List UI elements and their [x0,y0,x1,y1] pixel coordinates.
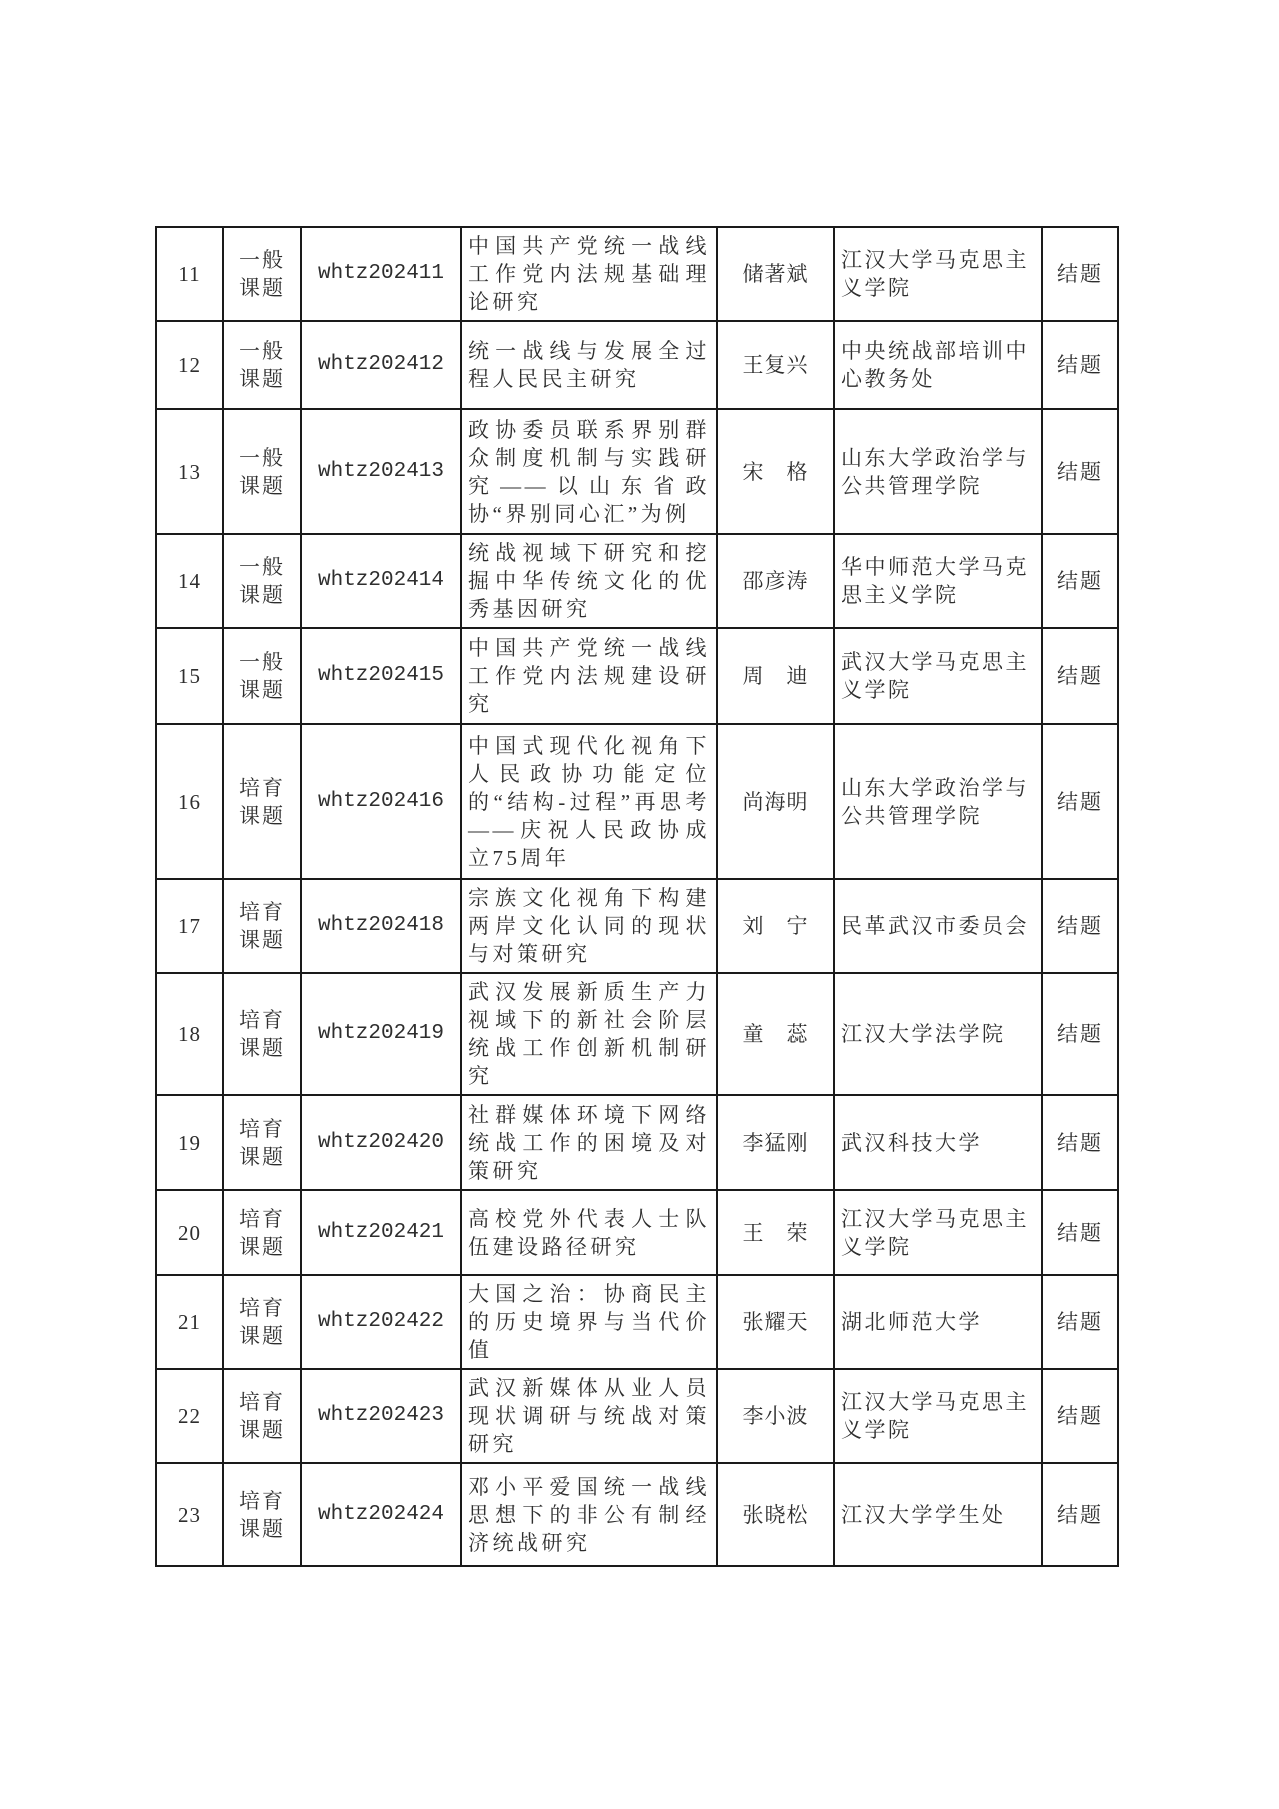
project-institution-cell: 江汉大学马克思主义学院 [834,1369,1042,1463]
project-code-cell: whtz202413 [301,409,461,534]
project-title-cell: 社群媒体环境下网络统战工作的困境及对策研究 [461,1095,717,1190]
table-row [156,1463,1118,1566]
project-institution-cell: 湖北师范大学 [834,1275,1042,1369]
project-title-cell: 中国式现代化视角下人民政协功能定位的“结构-过程”再思考——庆祝人民政协成立75周年 [461,724,717,879]
row-number-cell: 14 [156,534,223,628]
project-category-cell: 培育课题 [223,1190,301,1275]
table-row [156,1275,1118,1369]
row-number-cell: 13 [156,409,223,534]
project-leader-cell: 张晓松 [717,1463,834,1566]
project-leader-cell: 宋 格 [717,409,834,534]
project-status-cell: 结题 [1042,879,1118,973]
project-category-cell: 培育课题 [223,879,301,973]
project-category-cell: 培育课题 [223,1275,301,1369]
project-institution-cell: 江汉大学马克思主义学院 [834,1190,1042,1275]
project-category-cell: 培育课题 [223,973,301,1095]
project-institution-cell: 山东大学政治学与公共管理学院 [834,724,1042,879]
table-row [156,879,1118,973]
project-code-cell: whtz202424 [301,1463,461,1566]
project-status-cell: 结题 [1042,1190,1118,1275]
project-status-cell: 结题 [1042,1463,1118,1566]
project-title-cell: 中国共产党统一战线工作党内法规基础理论研究 [461,227,717,321]
row-number-cell: 23 [156,1463,223,1566]
project-institution-cell: 江汉大学法学院 [834,973,1042,1095]
row-number-cell: 22 [156,1369,223,1463]
project-leader-cell: 童 蕊 [717,973,834,1095]
project-status-cell: 结题 [1042,227,1118,321]
project-code-cell: whtz202412 [301,321,461,409]
table-row [156,1190,1118,1275]
project-institution-cell: 江汉大学学生处 [834,1463,1042,1566]
project-institution-cell: 武汉科技大学 [834,1095,1042,1190]
project-code-cell: whtz202423 [301,1369,461,1463]
table-row [156,973,1118,1095]
project-institution-cell: 武汉大学马克思主义学院 [834,628,1042,724]
project-status-cell: 结题 [1042,321,1118,409]
project-category-cell: 一般课题 [223,321,301,409]
project-title-cell: 统一战线与发展全过程人民民主研究 [461,321,717,409]
project-status-cell: 结题 [1042,409,1118,534]
row-number-cell: 19 [156,1095,223,1190]
project-category-cell: 培育课题 [223,724,301,879]
project-institution-cell: 中央统战部培训中心教务处 [834,321,1042,409]
project-title-cell: 大国之治：协商民主的历史境界与当代价值 [461,1275,717,1369]
project-code-cell: whtz202411 [301,227,461,321]
project-institution-cell: 山东大学政治学与公共管理学院 [834,409,1042,534]
project-category-cell: 一般课题 [223,409,301,534]
row-number-cell: 11 [156,227,223,321]
project-leader-cell: 邵彦涛 [717,534,834,628]
row-number-cell: 18 [156,973,223,1095]
table-body [156,227,1118,1566]
row-number-cell: 15 [156,628,223,724]
project-status-cell: 结题 [1042,724,1118,879]
table-row [156,1095,1118,1190]
project-institution-cell: 江汉大学马克思主义学院 [834,227,1042,321]
projects-table [155,226,1119,1567]
project-status-cell: 结题 [1042,628,1118,724]
project-title-cell: 宗族文化视角下构建两岸文化认同的现状与对策研究 [461,879,717,973]
project-code-cell: whtz202416 [301,724,461,879]
project-title-cell: 中国共产党统一战线工作党内法规建设研究 [461,628,717,724]
row-number-cell: 20 [156,1190,223,1275]
row-number-cell: 17 [156,879,223,973]
project-leader-cell: 王复兴 [717,321,834,409]
project-category-cell: 培育课题 [223,1463,301,1566]
project-category-cell: 一般课题 [223,628,301,724]
project-leader-cell: 李猛刚 [717,1095,834,1190]
project-title-cell: 邓小平爱国统一战线思想下的非公有制经济统战研究 [461,1463,717,1566]
table-row [156,1369,1118,1463]
project-leader-cell: 尚海明 [717,724,834,879]
project-code-cell: whtz202415 [301,628,461,724]
project-leader-cell: 储著斌 [717,227,834,321]
project-institution-cell: 民革武汉市委员会 [834,879,1042,973]
project-leader-cell: 刘 宁 [717,879,834,973]
project-institution-cell: 华中师范大学马克思主义学院 [834,534,1042,628]
project-leader-cell: 王 荣 [717,1190,834,1275]
project-status-cell: 结题 [1042,973,1118,1095]
table-row [156,321,1118,409]
project-code-cell: whtz202421 [301,1190,461,1275]
project-code-cell: whtz202414 [301,534,461,628]
project-status-cell: 结题 [1042,1369,1118,1463]
row-number-cell: 16 [156,724,223,879]
table-row [156,227,1118,321]
project-category-cell: 培育课题 [223,1369,301,1463]
table-row [156,409,1118,534]
project-title-cell: 武汉发展新质生产力视域下的新社会阶层统战工作创新机制研究 [461,973,717,1095]
project-title-cell: 统战视域下研究和挖掘中华传统文化的优秀基因研究 [461,534,717,628]
project-title-cell: 武汉新媒体从业人员现状调研与统战对策研究 [461,1369,717,1463]
project-code-cell: whtz202420 [301,1095,461,1190]
project-title-cell: 高校党外代表人士队伍建设路径研究 [461,1190,717,1275]
project-leader-cell: 李小波 [717,1369,834,1463]
project-leader-cell: 周 迪 [717,628,834,724]
table-row [156,628,1118,724]
project-title-cell: 政协委员联系界别群众制度机制与实践研究——以山东省政协“界别同心汇”为例 [461,409,717,534]
project-category-cell: 一般课题 [223,534,301,628]
project-status-cell: 结题 [1042,534,1118,628]
project-code-cell: whtz202418 [301,879,461,973]
row-number-cell: 21 [156,1275,223,1369]
table-row [156,534,1118,628]
project-code-cell: whtz202422 [301,1275,461,1369]
project-code-cell: whtz202419 [301,973,461,1095]
project-status-cell: 结题 [1042,1275,1118,1369]
table-row [156,724,1118,879]
project-category-cell: 培育课题 [223,1095,301,1190]
project-status-cell: 结题 [1042,1095,1118,1190]
project-category-cell: 一般课题 [223,227,301,321]
project-leader-cell: 张耀天 [717,1275,834,1369]
row-number-cell: 12 [156,321,223,409]
